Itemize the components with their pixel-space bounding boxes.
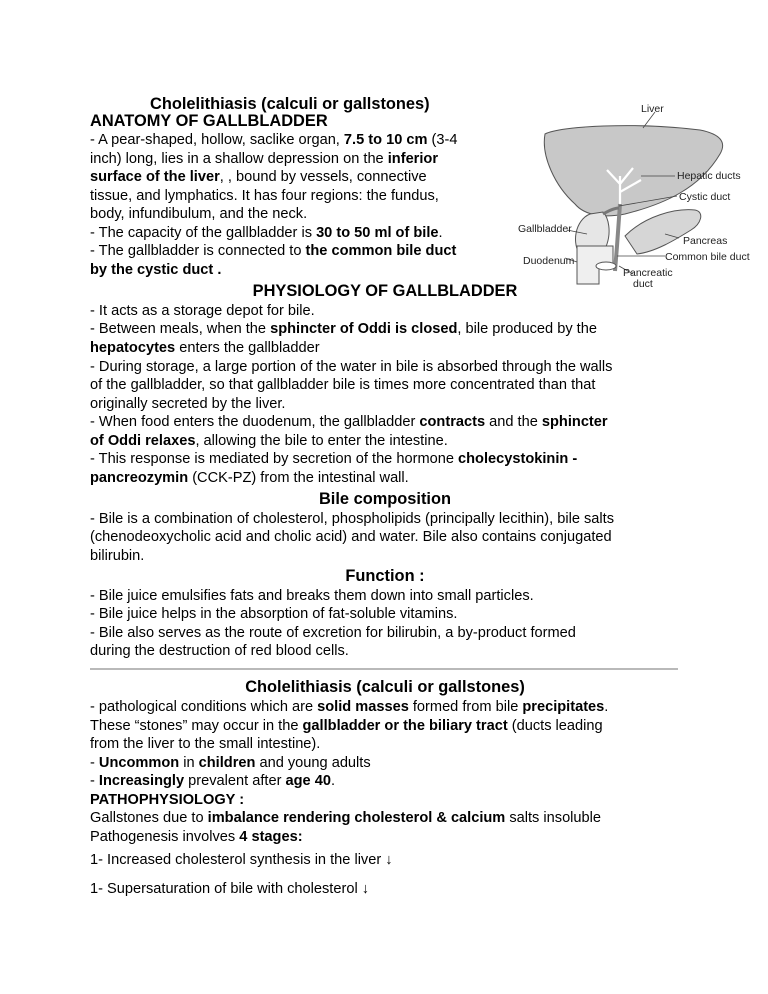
label-liver: Liver xyxy=(641,103,664,115)
label-duodenum: Duodenum xyxy=(523,255,575,267)
physiology-line: originally secreted by the liver. xyxy=(90,396,286,412)
composition-line: (chenodeoxycholic acid and cholic acid) and water. Bile also contains conjugated xyxy=(90,529,612,545)
section2-title: Cholelithiasis (calculi or gallstones) xyxy=(245,678,525,696)
label-cystic-duct: Cystic duct xyxy=(679,191,731,203)
physiology-line: - When food enters the duodenum, the gallbladder contracts and the sphincter xyxy=(90,414,608,430)
physiology-line: of the gallbladder, so that gallbladder bile is times more concentrated than that xyxy=(90,377,596,393)
function-heading: Function : xyxy=(345,567,425,585)
physiology-heading: PHYSIOLOGY OF GALLBLADDER xyxy=(252,282,518,300)
section-divider xyxy=(90,668,678,670)
physiology-line: - Between meals, when the sphincter of Oddi is closed, bile produced by the xyxy=(90,321,597,337)
label-pancreatic-duct-2: duct xyxy=(633,278,653,290)
intro-line: These “stones” may occur in the gallbladder or the biliary tract (ducts leading xyxy=(90,718,603,734)
intro-line: - pathological conditions which are solid masses formed from bile precipitates. xyxy=(90,699,609,715)
intro-line: from the liver to the small intestine). xyxy=(90,736,321,752)
label-pancreas: Pancreas xyxy=(683,235,728,247)
physiology-line: hepatocytes enters the gallbladder xyxy=(90,340,320,356)
anatomy-line: inch) long, lies in a shallow depression on the inferior xyxy=(90,151,439,167)
physiology-line: - This response is mediated by secretion of the hormone cholecystokinin - xyxy=(90,451,578,467)
label-pancreatic-duct: Pancreatic xyxy=(623,267,673,279)
anatomy-line: tissue, and lymphatics. It has four regions: the fundus, xyxy=(90,188,439,204)
physiology-line: pancreozymin (CCK-PZ) from the intestinal wall. xyxy=(90,470,409,486)
anatomy-line: body, infundibulum, and the neck. xyxy=(90,206,308,222)
function-line: - Bile juice helps in the absorption of fat-soluble vitamins. xyxy=(90,606,458,622)
stage-line: 1- Increased cholesterol synthesis in the liver ↓ xyxy=(90,852,393,868)
patho-heading: PATHOPHYSIOLOGY : xyxy=(90,792,245,808)
stage-line: 1- Supersaturation of bile with cholesterol ↓ xyxy=(90,881,370,897)
function-line: during the destruction of red blood cells. xyxy=(90,643,349,659)
intro-line: - Uncommon in children and young adults xyxy=(90,755,371,771)
physiology-line: - It acts as a storage depot for bile. xyxy=(90,303,315,319)
composition-line: - Bile is a combination of cholesterol, phospholipids (principally lecithin), bile salts xyxy=(90,511,615,527)
function-line: - Bile also serves as the route of excretion for bilirubin, a by-product formed xyxy=(90,625,576,641)
composition-line: bilirubin. xyxy=(90,548,145,564)
physiology-line: - During storage, a large portion of the water in bile is absorbed through the walls xyxy=(90,359,613,375)
function-line: - Bile juice emulsifies fats and breaks them down into small particles. xyxy=(90,588,534,604)
anatomy-line: by the cystic duct . xyxy=(90,262,222,278)
pancreas-shape xyxy=(625,210,701,254)
gallbladder-anatomy-figure xyxy=(515,96,768,296)
label-gallbladder: Gallbladder xyxy=(518,223,572,235)
label-common-bile-duct: Common bile duct xyxy=(665,251,750,263)
patho-line: Gallstones due to imbalance rendering cholesterol & calcium salts insoluble xyxy=(90,810,602,826)
physiology-line: of Oddi relaxes, allowing the bile to enter the intestine. xyxy=(90,433,448,449)
anatomy-line: - The gallbladder is connected to the common bile duct xyxy=(90,243,457,259)
anatomy-line: - The capacity of the gallbladder is 30 to 50 ml of bile. xyxy=(90,225,443,241)
intro-line: - Increasingly prevalent after age 40. xyxy=(90,773,335,789)
label-hepatic-ducts: Hepatic ducts xyxy=(677,170,741,182)
anatomy-line: surface of the liver, , bound by vessels, connective xyxy=(90,169,427,185)
anatomy-line: - A pear-shaped, hollow, saclike organ, 7.5 to 10 cm (3-4 xyxy=(90,132,458,148)
patho-line: Pathogenesis involves 4 stages: xyxy=(90,829,303,845)
composition-heading: Bile composition xyxy=(318,490,452,508)
anatomy-heading: ANATOMY OF GALLBLADDER xyxy=(90,112,328,130)
section1-title: Cholelithiasis (calculi or gallstones) xyxy=(150,95,430,113)
